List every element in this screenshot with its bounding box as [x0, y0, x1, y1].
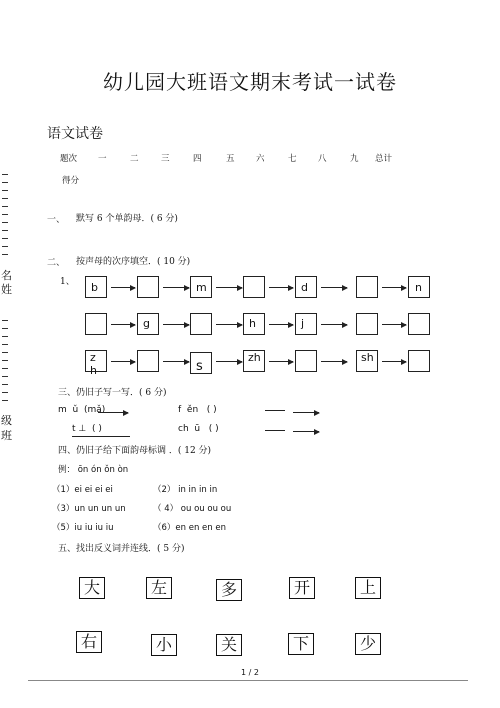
letter-box: g — [137, 313, 159, 335]
footer-divider — [28, 680, 468, 681]
antonym-char[interactable]: 上 — [355, 577, 381, 599]
arrow-icon — [163, 324, 189, 325]
letter-box[interactable] — [295, 350, 317, 372]
letter-box: z h — [85, 350, 107, 372]
side-label-name: 姓 — [1, 283, 12, 296]
score-row-label: 得分 — [62, 176, 80, 186]
side-label-class: 级 — [1, 414, 12, 427]
score-header: 八 — [318, 154, 327, 164]
exam-subtitle: 语文试卷 — [47, 126, 103, 142]
arrow-icon — [321, 324, 347, 325]
antonym-char[interactable]: 左 — [146, 577, 172, 599]
score-header: 四 — [193, 154, 202, 164]
q2-number: 二、 — [47, 258, 66, 268]
letter-box: b — [85, 276, 107, 298]
arrow-icon — [111, 324, 135, 325]
dash-line — [265, 410, 285, 411]
score-header: 题次 — [60, 154, 78, 164]
spell-item: f ěn ( ) — [178, 405, 217, 415]
antonym-char[interactable]: 大 — [79, 577, 105, 599]
letter-box[interactable] — [408, 313, 430, 335]
tone-row: （1）ei ei ei ei — [52, 485, 113, 495]
letter-box: h — [243, 313, 265, 335]
q3-text: 三、仍旧子写一写．( 6 分) — [58, 388, 167, 398]
tone-row: （ 4） ou ou ou ou — [153, 504, 232, 514]
antonym-char[interactable]: 关 — [216, 634, 242, 656]
letter-box: n — [408, 276, 430, 298]
letter-box: sh — [356, 350, 378, 372]
letter-box[interactable] — [85, 313, 107, 335]
letter-box: s — [190, 352, 212, 374]
underline — [72, 436, 130, 437]
antonym-char[interactable]: 右 — [76, 631, 102, 653]
arrow-icon — [382, 287, 406, 288]
letter-box: zh — [243, 350, 265, 372]
score-header: 六 — [256, 154, 265, 164]
q2-item-number: 1、 — [60, 277, 75, 287]
arrow-icon — [293, 412, 319, 413]
q1-text: 默写 6 个单韵母．( 6 分) — [76, 214, 178, 224]
arrow-icon — [293, 431, 319, 432]
letter-box[interactable] — [356, 276, 378, 298]
score-header: 总计 — [375, 154, 393, 164]
arrow-icon — [216, 324, 242, 325]
letter-box[interactable] — [190, 313, 212, 335]
arrow-icon — [216, 361, 242, 362]
arrow-icon — [216, 287, 242, 288]
letter-box[interactable] — [356, 313, 378, 335]
q4-example: 例： ōn ón ǒn òn — [58, 465, 129, 475]
score-header: 三 — [161, 154, 170, 164]
side-label-class: 班 — [1, 429, 12, 442]
score-header: 五 — [226, 154, 235, 164]
letter-box[interactable] — [137, 350, 159, 372]
antonym-char[interactable]: 开 — [289, 577, 315, 599]
antonym-char[interactable]: 少 — [355, 633, 381, 655]
score-header: 一 — [98, 154, 107, 164]
arrow-icon — [382, 324, 406, 325]
arrow-icon — [321, 361, 347, 362]
score-header: 二 — [130, 154, 139, 164]
antonym-char[interactable]: 下 — [288, 633, 314, 655]
side-label-name: 名 — [1, 269, 12, 282]
arrow-icon — [98, 412, 128, 413]
arrow-icon — [269, 324, 293, 325]
q5-text: 五、找出反义词并连线．( 5 分) — [58, 544, 185, 554]
dash-line — [265, 430, 285, 431]
arrow-icon — [163, 361, 189, 362]
arrow-icon — [269, 287, 293, 288]
arrow-icon — [163, 287, 189, 288]
q1-number: 一、 — [47, 215, 66, 225]
page-number: 1 / 2 — [241, 668, 259, 677]
q4-text: 四、仍旧子给下面韵母标调 ．( 12 分) — [58, 446, 212, 456]
arrow-icon — [321, 287, 347, 288]
letter-box[interactable] — [408, 350, 430, 372]
score-header: 九 — [350, 154, 359, 164]
tone-row: （5）iu iu iu iu — [52, 523, 114, 533]
binding-margin — [0, 168, 16, 468]
arrow-icon — [382, 361, 406, 362]
letter-box: m — [190, 276, 212, 298]
letter-box: d — [295, 276, 317, 298]
tone-row: （3）un un un un — [52, 504, 126, 514]
exam-title: 幼儿园大班语文期末考试一试卷 — [103, 70, 397, 94]
letter-box[interactable] — [243, 276, 265, 298]
spell-item: m ǔ (mǎ) — [58, 405, 106, 415]
arrow-icon — [111, 361, 135, 362]
arrow-icon — [111, 287, 135, 288]
tone-row: （6）en en en en — [153, 523, 226, 533]
letter-box: j — [295, 313, 317, 335]
antonym-char[interactable]: 小 — [151, 634, 177, 656]
antonym-char[interactable]: 多 — [216, 579, 242, 601]
tone-row: （2） in in in in — [153, 485, 218, 495]
letter-box[interactable] — [137, 276, 159, 298]
spell-item: t ⊥ ( ) — [72, 424, 102, 434]
spell-item: ch ū ( ) — [178, 424, 219, 434]
q2-text: 按声母的次序填空．( 10 分) — [76, 257, 191, 267]
arrow-icon — [269, 361, 293, 362]
score-header: 七 — [288, 154, 297, 164]
